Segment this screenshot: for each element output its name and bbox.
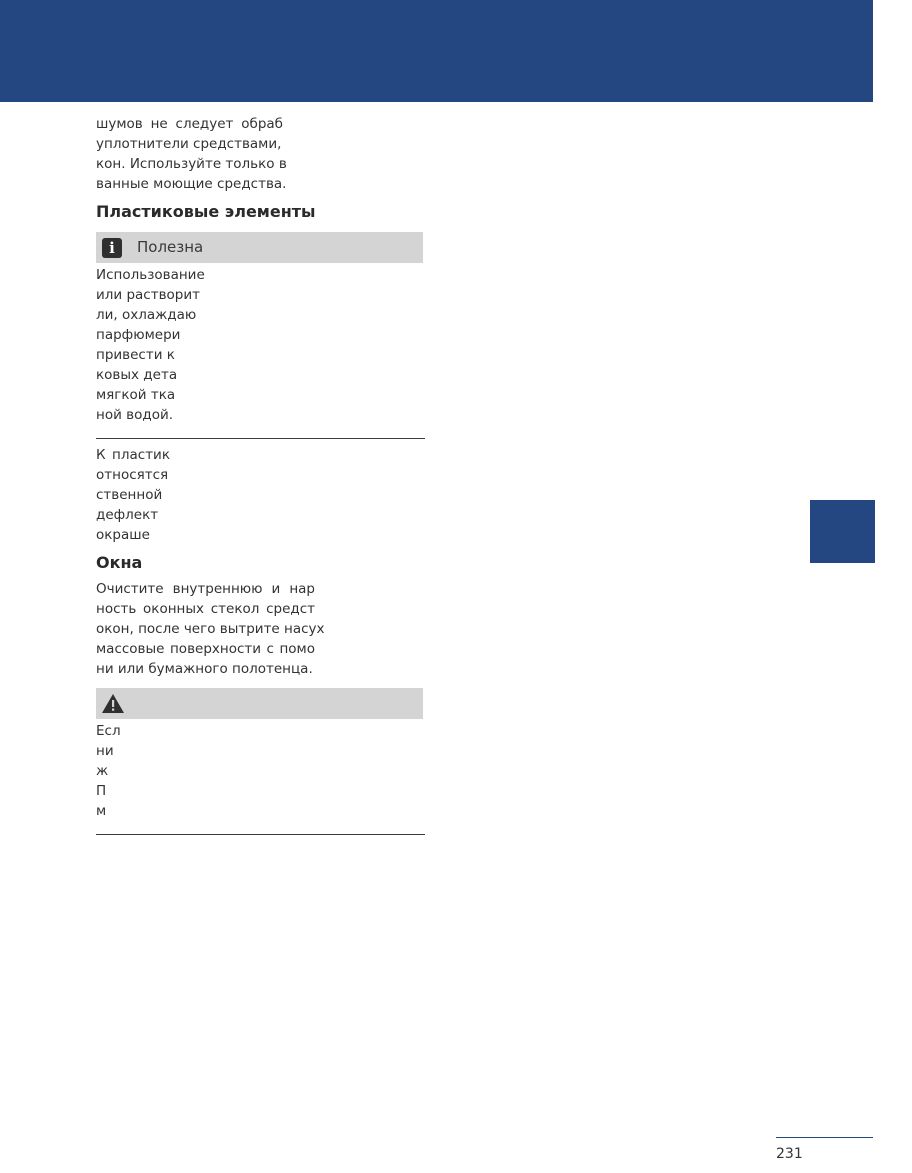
info-note-bar: [96, 232, 423, 263]
note-divider: [96, 438, 425, 439]
text-line: ли, охлаждаю: [96, 307, 197, 323]
paragraph-windows: [96, 579, 325, 679]
text-line: ни: [96, 743, 114, 759]
text-line: привести к: [96, 347, 175, 363]
text-line: м: [96, 803, 107, 819]
section-heading-windows: Окна: [96, 553, 143, 572]
text-line: шумов не следует обраб: [96, 116, 283, 132]
text-line: ковых дета: [96, 367, 178, 383]
text-line: массовые поверхности с помо: [96, 641, 315, 657]
text-line: Есл: [96, 723, 121, 739]
text-line: мягкой тка: [96, 387, 176, 403]
text-line: относятся: [96, 467, 169, 483]
info-note-title: Полезна: [137, 238, 204, 256]
warning-note-body: [96, 721, 121, 821]
chapter-side-tab: [810, 500, 875, 563]
page-number: 231: [776, 1146, 803, 1162]
text-line: ванные моющие средства.: [96, 176, 287, 192]
section-heading-plastic: Пластиковые элементы: [96, 202, 316, 221]
warning-note-bar: [96, 688, 423, 719]
text-line: дефлект: [96, 507, 159, 523]
header-band: [0, 0, 873, 102]
text-line: кон. Используйте только в: [96, 156, 287, 172]
text-line: ж: [96, 763, 109, 779]
text-line: или растворит: [96, 287, 201, 303]
text-line: ни или бумажного полотенца.: [96, 661, 313, 677]
page-number-rule: [776, 1137, 873, 1138]
paragraph-plastic: [96, 445, 170, 545]
text-line: Очистите внутреннюю и нар: [96, 581, 315, 597]
text-line: ственной: [96, 487, 163, 503]
warning-triangle-icon: [101, 693, 125, 714]
info-icon: i: [102, 238, 122, 258]
text-line: уплотнители средствами,: [96, 136, 282, 152]
paragraph-intro: [96, 114, 287, 194]
text-line: П: [96, 783, 107, 799]
note-divider: [96, 834, 425, 835]
text-line: К пластик: [96, 447, 170, 463]
text-line: окраше: [96, 527, 150, 543]
info-note-body: [96, 265, 205, 425]
text-line: парфюмери: [96, 327, 181, 343]
text-line: ной водой.: [96, 407, 174, 423]
text-line: ность оконных стекол средст: [96, 601, 315, 617]
text-line: окон, после чего вытрите насух: [96, 621, 325, 637]
text-line: Использование: [96, 267, 205, 283]
